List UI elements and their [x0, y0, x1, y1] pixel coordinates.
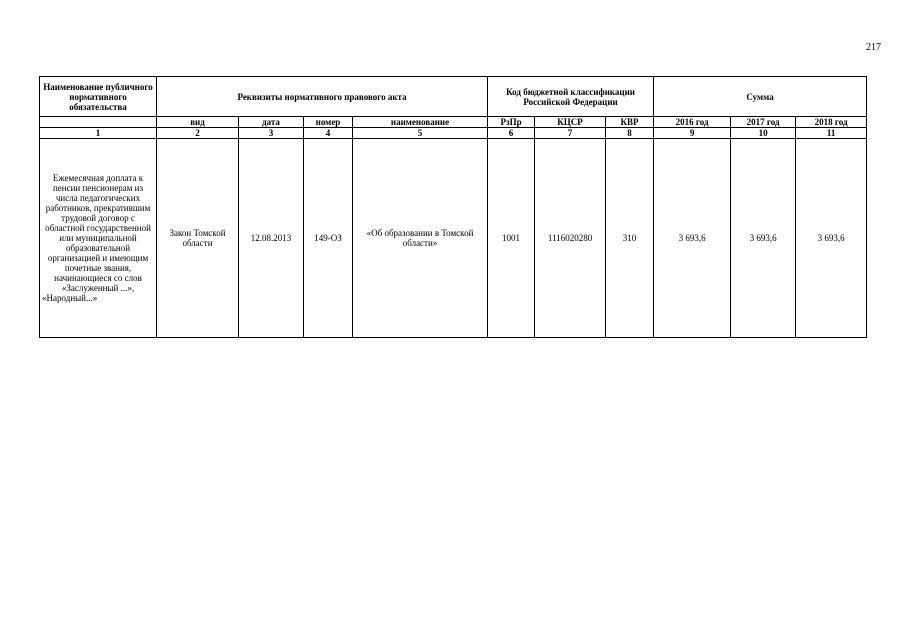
sum-2016-cell: 3 693,6	[654, 139, 731, 338]
header-obligation: Наименование публичного нормативного обязательства	[40, 77, 157, 117]
header-kvr: КВР	[606, 117, 654, 128]
header-budget-code: Код бюджетной классификации Российской Федерации	[488, 77, 654, 117]
column-number: 4	[304, 128, 353, 139]
act-number-cell: 149-ОЗ	[304, 139, 353, 338]
column-number: 11	[796, 128, 867, 139]
header-2016: 2016 год	[654, 117, 731, 128]
header-type: вид	[157, 117, 239, 128]
column-number: 6	[488, 128, 535, 139]
header-row-main	[40, 77, 867, 117]
header-row-sub	[40, 117, 867, 128]
obligation-cell: Ежемесячная доплата к пенсии пенсионерам из числа педагогических работников, прекратившим трудовой договор с областной государственной или муниципальной образовательной организацией и имеющим почетные звания, начинающиеся со слов «Заслуженный ...», «Народный...»	[40, 139, 157, 338]
column-number: 1	[40, 128, 157, 139]
column-number: 8	[606, 128, 654, 139]
header-act-details: Реквизиты нормативного правового акта	[157, 77, 488, 117]
header-2017: 2017 год	[731, 117, 796, 128]
act-date-cell: 12.08.2013	[239, 139, 304, 338]
header-rzpr: РзПр	[488, 117, 535, 128]
obligations-table	[39, 76, 867, 338]
column-number: 5	[353, 128, 488, 139]
column-number: 10	[731, 128, 796, 139]
kcsr-cell: 1116020280	[535, 139, 606, 338]
column-number: 7	[535, 128, 606, 139]
rzpr-cell: 1001	[488, 139, 535, 338]
page-number: 217	[866, 42, 881, 53]
column-number: 2	[157, 128, 239, 139]
act-name-cell: «Об образовании в Томской области»	[353, 139, 488, 338]
header-obligation-cont	[40, 117, 157, 128]
sum-2018-cell: 3 693,6	[796, 139, 867, 338]
header-name: наименование	[353, 117, 488, 128]
column-number: 3	[239, 128, 304, 139]
header-kcsr: КЦСР	[535, 117, 606, 128]
table-row	[40, 139, 867, 338]
act-type-cell: Закон Томской области	[157, 139, 239, 338]
header-date: дата	[239, 117, 304, 128]
sum-2017-cell: 3 693,6	[731, 139, 796, 338]
header-2018: 2018 год	[796, 117, 867, 128]
kvr-cell: 310	[606, 139, 654, 338]
header-sum: Сумма	[654, 77, 867, 117]
header-number: номер	[304, 117, 353, 128]
column-number: 9	[654, 128, 731, 139]
column-number-row	[40, 128, 867, 139]
